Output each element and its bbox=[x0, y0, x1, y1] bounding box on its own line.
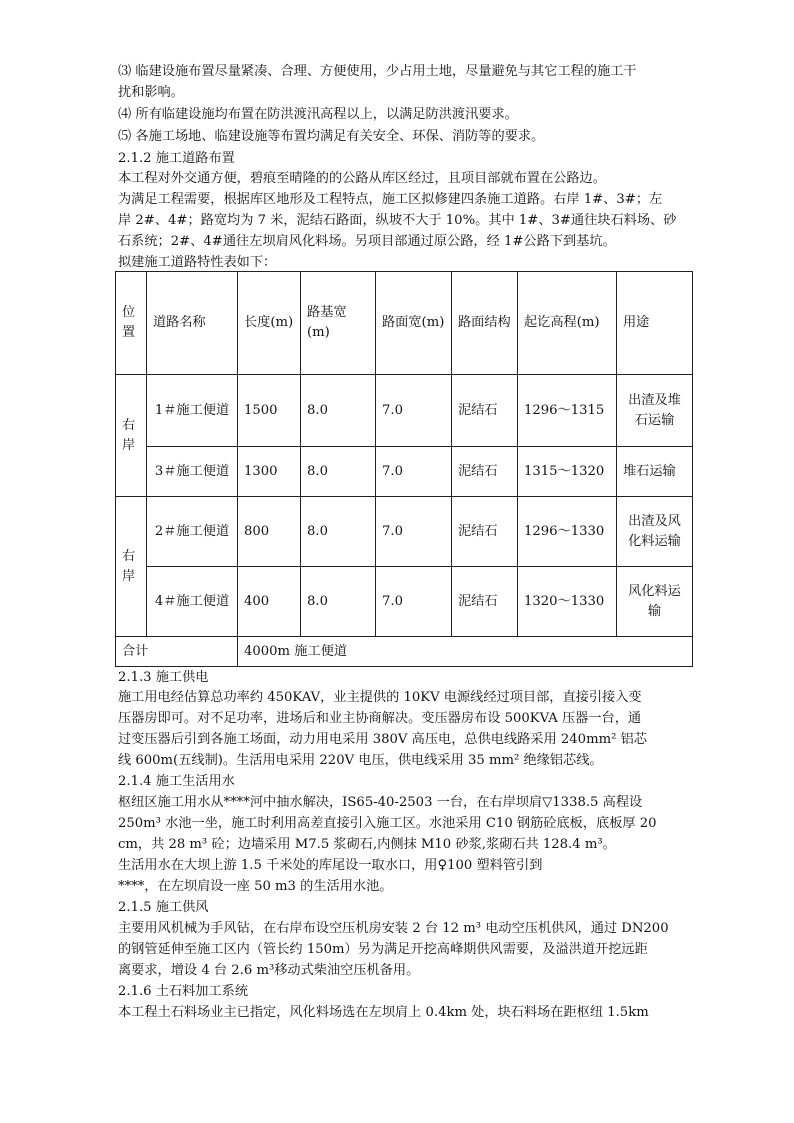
text-line: 主要用风机械为手风钻，在右岸布设空压机房安装 2 台 12 m³ 电动空压机供风，通过 DN200 bbox=[118, 921, 669, 936]
section-heading: 2.1.3 施工供电 bbox=[118, 670, 209, 685]
structure-cell: 泥结石 bbox=[452, 447, 518, 497]
text-line: ⑸ 各施工场地、临建设施等布置均满足有关安全、环保、消防等的要求。 bbox=[118, 129, 545, 144]
text-line: ⑶ 临建设施布置尽量紧凑、合理、方便使用，少占用土地，尽量避免与其它工程的施工干 bbox=[118, 64, 637, 79]
structure-cell: 泥结石 bbox=[452, 567, 518, 637]
header-cell: 路面宽(m) bbox=[376, 272, 452, 375]
table-header-row bbox=[116, 272, 693, 375]
header-cell: 用途 bbox=[617, 272, 693, 375]
road-characteristics-table bbox=[115, 271, 693, 667]
base-width-cell: 8.0 bbox=[301, 447, 376, 497]
surface-width-cell: 7.0 bbox=[376, 375, 452, 447]
base-width-cell: 8.0 bbox=[301, 497, 376, 567]
table-row bbox=[116, 497, 693, 567]
length-cell: 400 bbox=[238, 567, 301, 637]
section-heading: 2.1.2 施工道路布置 bbox=[118, 151, 235, 166]
length-cell: 1500 bbox=[238, 375, 301, 447]
elevation-cell: 1296～1315 bbox=[518, 375, 617, 447]
section-heading: 2.1.5 施工供风 bbox=[118, 900, 209, 915]
surface-width-cell: 7.0 bbox=[376, 567, 452, 637]
structure-cell: 泥结石 bbox=[452, 375, 518, 447]
header-cell: 路基宽(m) bbox=[301, 272, 376, 375]
text-line: 本工程土石料场业主已指定，风化料场选在左坝肩上 0.4km 处，块石料场在距枢纽 1.5km bbox=[118, 1005, 649, 1020]
text-line: 拟建施工道路特性表如下： bbox=[118, 255, 277, 270]
text-line: 离要求，增设 4 台 2.6 m³移动式柴油空压机备用。 bbox=[118, 963, 420, 978]
road-name-cell: 3＃施工便道 bbox=[147, 447, 238, 497]
usage-cell: 堆石运输 bbox=[617, 447, 693, 497]
base-width-cell: 8.0 bbox=[301, 567, 376, 637]
text-line: 的钢管延伸至施工区内（管长约 150m）另为满足开挖高峰期供风需要，及溢洪道开挖远距 bbox=[118, 942, 648, 957]
usage-cell: 风化料运输 bbox=[617, 567, 693, 637]
road-name-cell: 4＃施工便道 bbox=[147, 567, 238, 637]
table-row bbox=[116, 375, 693, 447]
text-line: cm，共 28 m³ 砼；边墙采用 M7.5 浆砌石,内侧抹 M10 砂浆,浆砌石共 128.4 m³。 bbox=[118, 837, 616, 852]
structure-cell: 泥结石 bbox=[452, 497, 518, 567]
surface-width-cell: 7.0 bbox=[376, 497, 452, 567]
text-line: ****，在左坝肩设一座 50 m3 的生活用水池。 bbox=[118, 879, 393, 894]
position-cell: 右岸 bbox=[116, 375, 147, 497]
table-row bbox=[116, 447, 693, 497]
road-name-cell: 1＃施工便道 bbox=[147, 375, 238, 447]
table-total-row bbox=[116, 637, 693, 667]
elevation-cell: 1320～1330 bbox=[518, 567, 617, 637]
elevation-cell: 1296～1330 bbox=[518, 497, 617, 567]
header-cell: 长度(m) bbox=[238, 272, 301, 375]
text-line: ⑷ 所有临建设施均布置在防洪渡汛高程以上，以满足防洪渡汛要求。 bbox=[118, 107, 518, 122]
text-line: 岸 2#、4#；路宽均为 7 米，泥结石路面，纵坡不大于 10%。其中 1#、3#通往块石料场、砂 bbox=[118, 213, 677, 228]
elevation-cell: 1315～1320 bbox=[518, 447, 617, 497]
total-label-cell: 合计 bbox=[116, 637, 238, 667]
table-row bbox=[116, 567, 693, 637]
text-line: 生活用水在大坝上游 1.5 千米处的库尾设一取水口，用♀100 塑料管引到 bbox=[118, 858, 543, 873]
text-line: 线 600m(五线制)。生活用电采用 220V 电压，供电线采用 35 mm² 绝缘铝芯线。 bbox=[118, 753, 603, 768]
section-heading: 2.1.6 土石料加工系统 bbox=[118, 984, 249, 999]
text-line: 过变压器后引到各施工场面，动力用电采用 380V 高压电，总供电线路采用 240mm² 铝芯 bbox=[118, 732, 647, 747]
usage-cell: 出渣及风化料运输 bbox=[617, 497, 693, 567]
section-heading: 2.1.4 施工生活用水 bbox=[118, 774, 235, 789]
text-line: 压器房即可。对不足功率，进场后和业主协商解决。变压器房布设 500KVA 压器一台，通 bbox=[118, 711, 642, 726]
text-line: 本工程对外交通方便，碧痕至晴隆的的公路从库区经过，且项目部就布置在公路边。 bbox=[118, 171, 606, 186]
usage-cell: 出渣及堆石运输 bbox=[617, 375, 693, 447]
surface-width-cell: 7.0 bbox=[376, 447, 452, 497]
text-line: 石系统；2#、4#通往左坝肩风化料场。另项目部通过原公路，经 1#公路下到基坑。 bbox=[118, 234, 616, 249]
header-cell: 起讫高程(m) bbox=[518, 272, 617, 375]
road-name-cell: 2＃施工便道 bbox=[147, 497, 238, 567]
length-cell: 800 bbox=[238, 497, 301, 567]
header-cell: 道路名称 bbox=[147, 272, 238, 375]
total-value-cell: 4000m 施工便道 bbox=[238, 637, 693, 667]
text-line: 为满足工程需要，根据库区地形及工程特点，施工区拟修建四条施工道路。右岸 1#、3#；左 bbox=[118, 192, 663, 207]
length-cell: 1300 bbox=[238, 447, 301, 497]
text-line: 扰和影响。 bbox=[118, 85, 184, 100]
base-width-cell: 8.0 bbox=[301, 375, 376, 447]
text-line: 250m³ 水池一坐，施工时利用高差直接引入施工区。水池采用 C10 钢筋砼底板，底板厚 20 bbox=[118, 816, 657, 831]
text-line: 枢纽区施工用水从****河中抽水解决，IS65-40-2503 一台，在右岸坝肩▽1338.5 高程设 bbox=[118, 795, 643, 810]
header-cell: 位置 bbox=[116, 272, 147, 375]
text-line: 施工用电经估算总功率约 450KAV，业主提供的 10KV 电源线经过项目部，直接引接入变 bbox=[118, 690, 642, 705]
header-cell: 路面结构 bbox=[452, 272, 518, 375]
position-cell: 右岸 bbox=[116, 497, 147, 637]
